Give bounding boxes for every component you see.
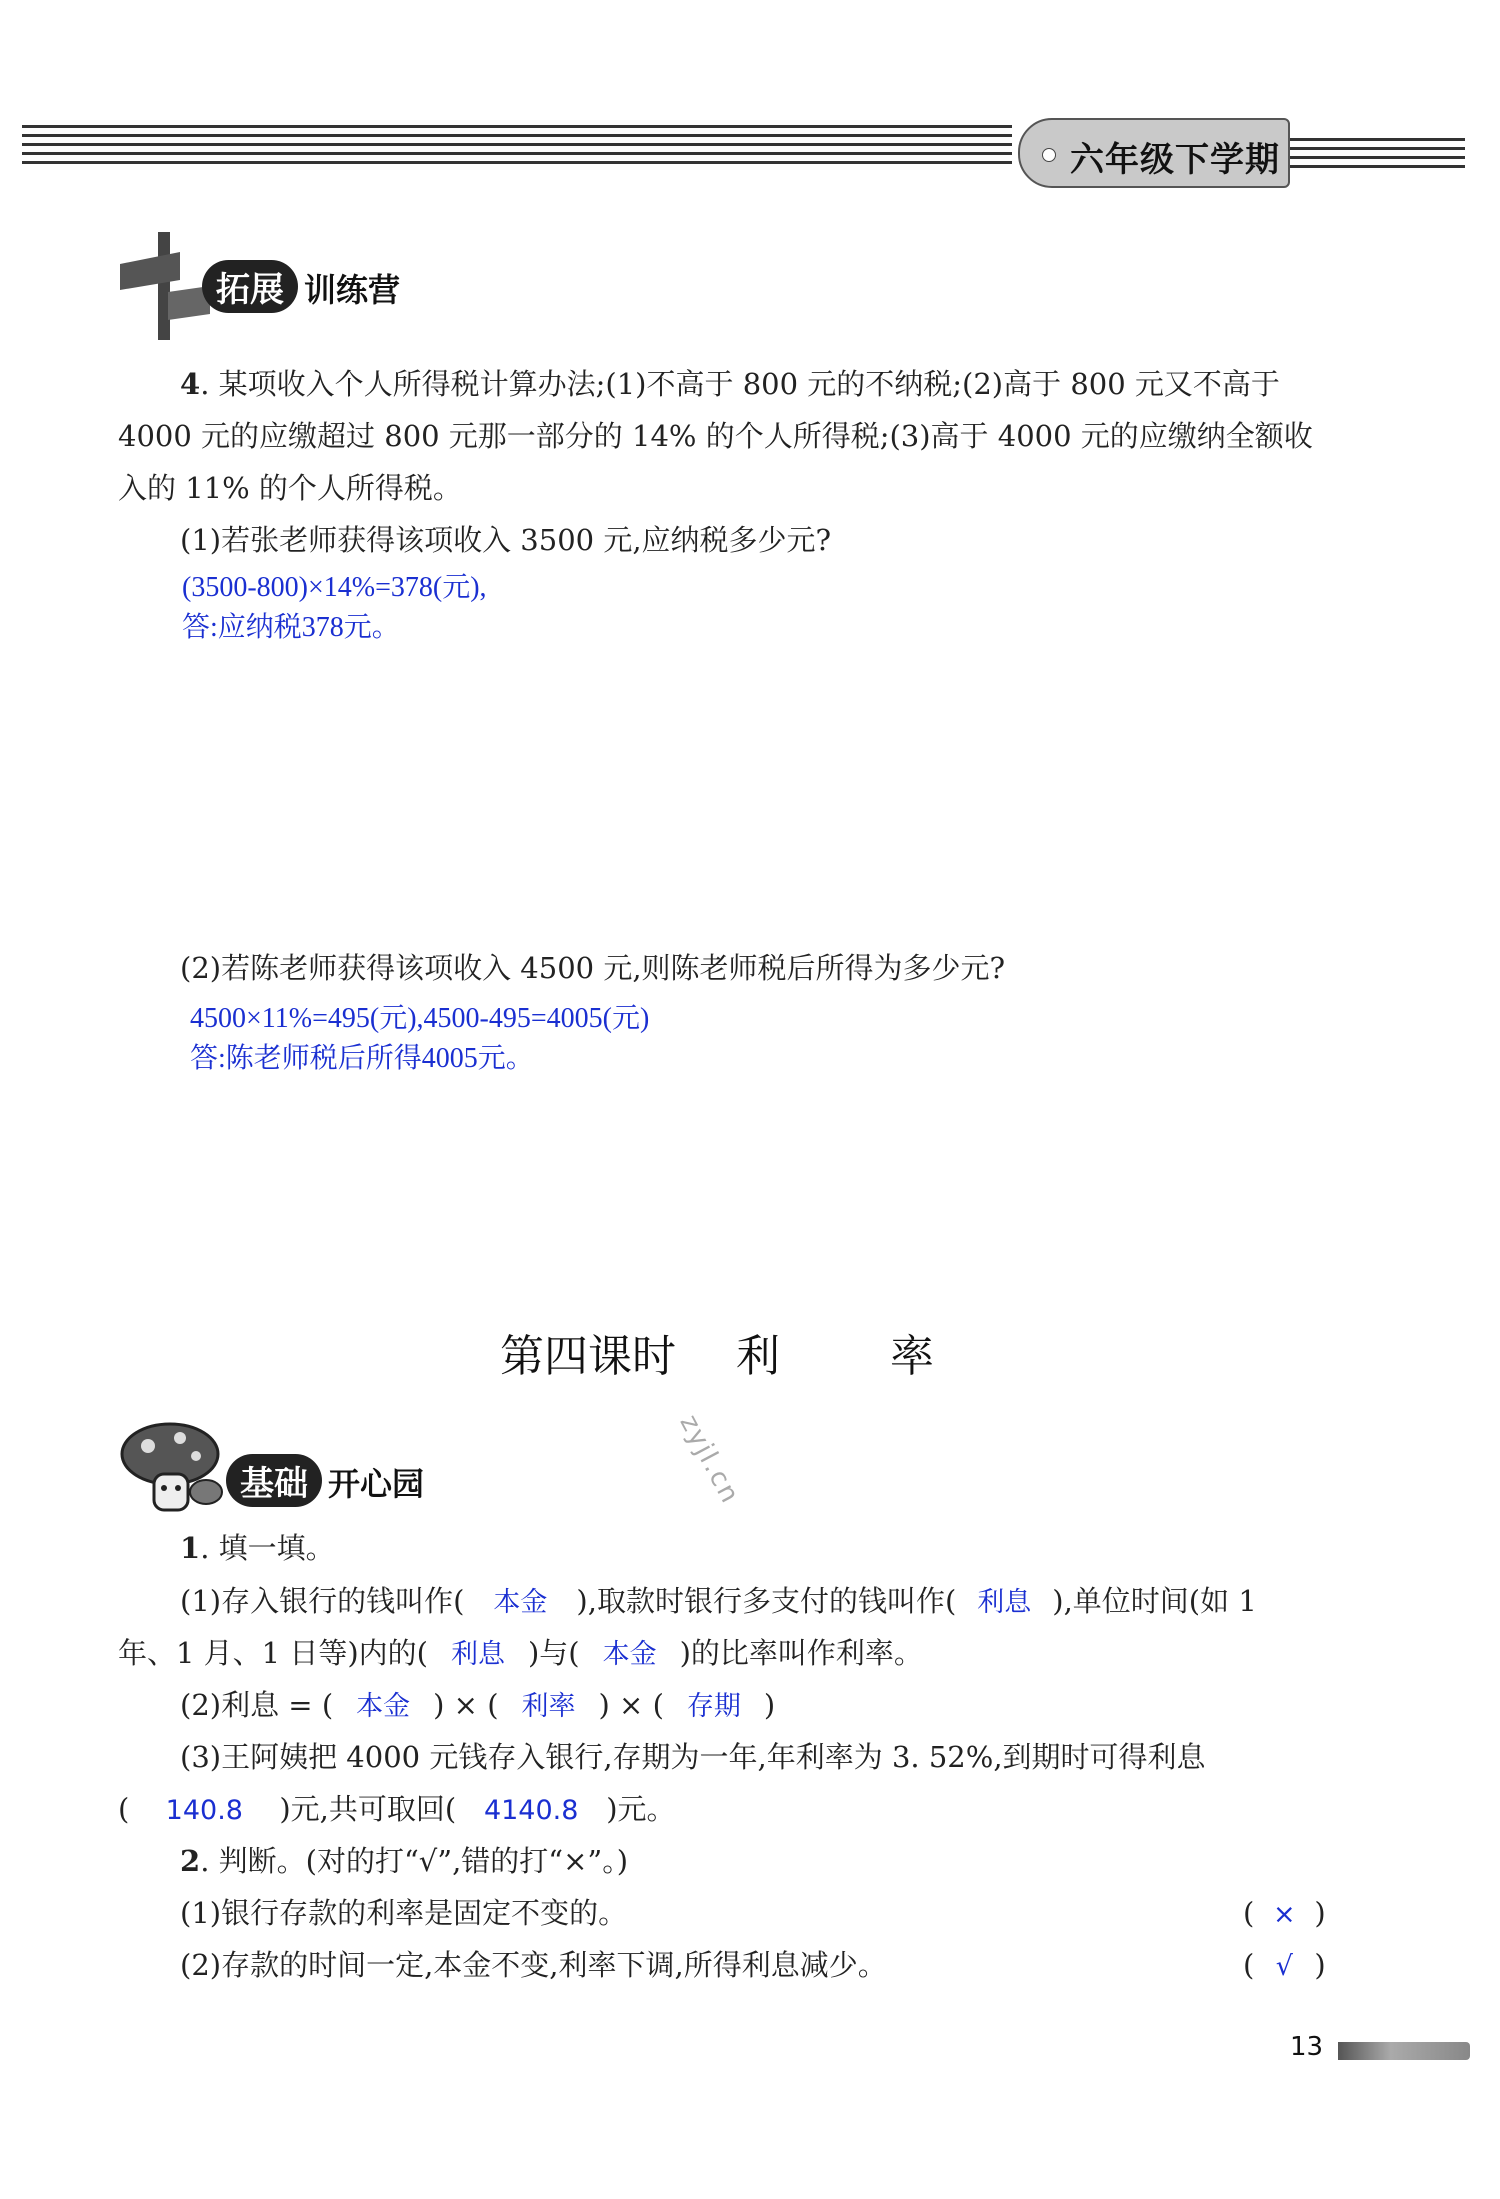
text-segment: )的比率叫作利率。 (679, 1636, 923, 1670)
text-segment: ) (763, 1688, 776, 1722)
problem2-heading (180, 1835, 628, 1887)
section-label-main: 拓展 (202, 260, 298, 313)
problem1-heading-text: . 填一填。 (200, 1531, 335, 1565)
blank-interest: 利息 (977, 1587, 1032, 1618)
text-segment: ),单位时间(如 1 (1052, 1584, 1257, 1618)
judgment-mark-2: √ (1275, 1951, 1293, 1982)
answer-1-line2: 答:应纳税378元。 (182, 612, 400, 643)
lesson-title-part1: 第四课时 (500, 1331, 676, 1382)
problem4-line2: 4000 元的应缴超过 800 元那一部分的 14% 的个人所得税;(3)高于 4000 元的应缴纳全额收 (118, 419, 1313, 453)
blank-principal-2: 本金 (602, 1639, 657, 1670)
blank-formula-principal: 本金 (356, 1691, 411, 1722)
text-segment: 年、1 月、1 日等)内的( (118, 1636, 428, 1670)
problem1-heading (180, 1522, 335, 1574)
blank-formula-term: 存期 (686, 1691, 741, 1722)
problem4-text-1: . 某项收入个人所得税计算办法;(1)不高于 800 元的不纳税;(2)高于 800 元又不高于 (200, 367, 1280, 401)
tab-dot-icon (1042, 148, 1056, 162)
text-segment: (2)利息 = ( (180, 1688, 334, 1722)
judgment-answer-2: ( √ ) (1243, 1939, 1326, 1993)
text-segment: ),取款时银行多支付的钱叫作( (576, 1584, 957, 1618)
problem4-number: 4 (180, 367, 201, 401)
header-rule-right (1290, 138, 1465, 178)
problem1-part3-line1: (3)王阿姨把 4000 元钱存入银行,存期为一年,年利率为 3. 52%,到期时可得利息 (180, 1740, 1206, 1774)
blank-interest-2: 利息 (450, 1639, 505, 1670)
page-number-bar (1338, 2042, 1470, 2060)
problem1-part3-line2 (118, 1783, 676, 1837)
text-segment: ) × ( (598, 1688, 664, 1722)
lesson-title-part3: 率 (890, 1331, 934, 1382)
problem4-line3: 入的 11% 的个人所得税。 (118, 471, 462, 505)
text-segment: (1)存入银行的钱叫作( (180, 1584, 465, 1618)
mushroom-icon (118, 1418, 228, 1518)
question-2: (2)若陈老师获得该项收入 4500 元,则陈老师税后所得为多少元? (180, 951, 1006, 985)
blank-formula-rate: 利率 (521, 1691, 576, 1722)
answer-2-line2: 答:陈老师税后所得4005元。 (190, 1043, 534, 1074)
text-segment: )元,共可取回( (279, 1792, 457, 1826)
blank-interest-amount: 140.8 (165, 1795, 243, 1826)
judgment-answer-1: ( × ) (1243, 1887, 1326, 1941)
section-label-sub-2: 开心园 (328, 1465, 425, 1503)
answer-1-line1: (3500-800)×14%=378(元), (182, 572, 487, 603)
page-number: 13 (1290, 2032, 1324, 2062)
text-segment: ( (118, 1792, 130, 1826)
answer-2-line1: 4500×11%=495(元),4500-495=4005(元) (190, 1003, 650, 1034)
text-segment: ) × ( (433, 1688, 499, 1722)
judgment-mark-1: × (1273, 1899, 1296, 1930)
section-label-sub: 训练营 (304, 271, 401, 309)
problem1-part2 (180, 1679, 775, 1733)
blank-total-amount: 4140.8 (483, 1795, 579, 1826)
watermark: zyjl.cn (673, 1410, 746, 1510)
problem4-line1 (180, 358, 1280, 410)
judgment-statement-1: (1)银行存款的利率是固定不变的。 (180, 1896, 628, 1930)
section-label-main-2: 基础 (226, 1454, 322, 1507)
problem2-heading-text: . 判断。(对的打“√”,错的打“×”。) (200, 1844, 629, 1878)
problem2-number: 2 (180, 1844, 201, 1878)
header-rule-left (22, 125, 1012, 173)
text-segment: )与( (527, 1636, 580, 1670)
judgment-statement-2: (2)存款的时间一定,本金不变,利率下调,所得利息减少。 (180, 1948, 887, 1982)
question-1: (1)若张老师获得该项收入 3500 元,应纳税多少元? (180, 523, 832, 557)
grade-label: 六年级下学期 (1070, 140, 1280, 180)
signpost-icon (120, 232, 210, 342)
blank-principal: 本金 (493, 1587, 548, 1618)
problem1-part1-line2 (118, 1627, 923, 1681)
lesson-title (500, 1320, 934, 1384)
problem1-part1-line1 (180, 1575, 1257, 1629)
grade-tab (1018, 118, 1290, 188)
problem1-number: 1 (180, 1531, 201, 1565)
text-segment: )元。 (606, 1792, 676, 1826)
lesson-title-part2: 利 (736, 1331, 780, 1382)
